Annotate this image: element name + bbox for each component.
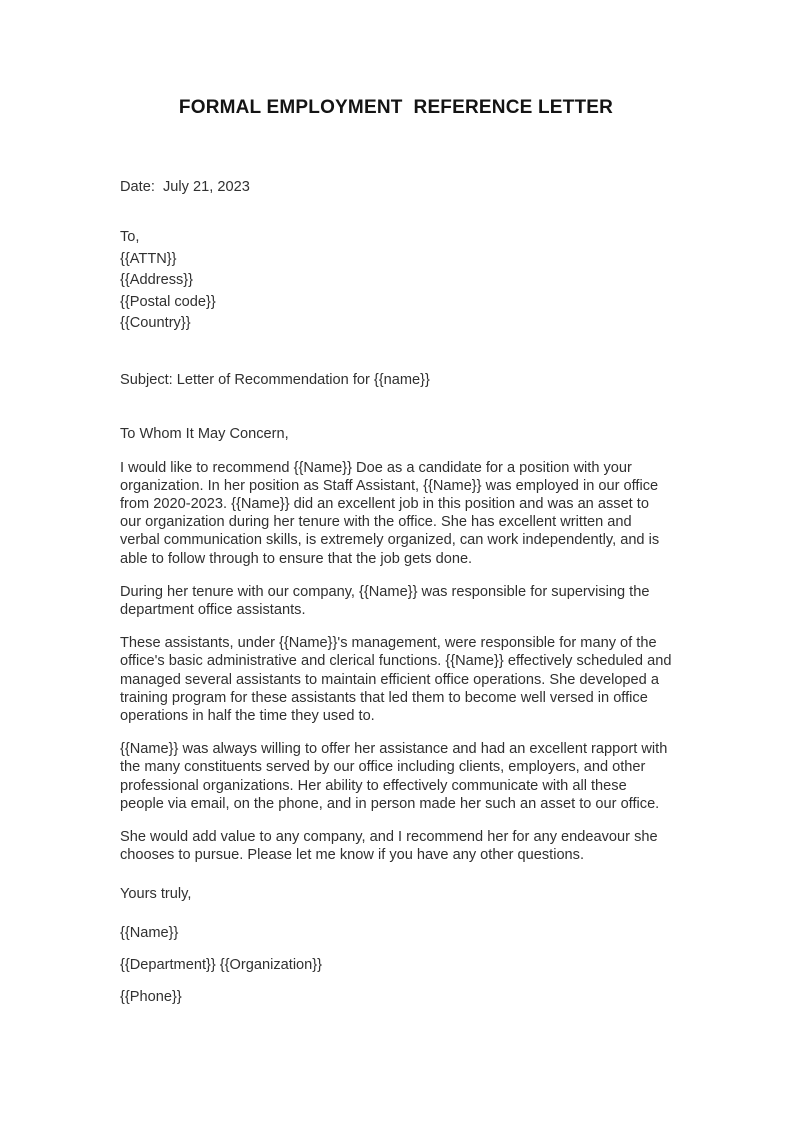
recipient-line-attn: {{ATTN}} — [120, 250, 177, 267]
recipient-block — [120, 227, 672, 335]
body-paragraph-1: I would like to recommend {{Name}} Doe as a candidate for a position with your organization. In her position as Staff Assistant, {{Name}} was employed in our office from 2020-2023. {{Name}} did an excellent job in this position and was an asset to our organization during her tenure with the office. She has excellent written and verbal communication skills, is extremely organized, can work independently, and is able to follow through to ensure that the job gets done. — [120, 459, 660, 567]
signature-phone: {{Phone}} — [120, 989, 182, 1006]
letter-title: FORMAL EMPLOYMENT REFERENCE LETTER — [178, 97, 614, 118]
recipient-line-postal-code: {{Postal code}} — [120, 293, 216, 310]
recipient-line-address: {{Address}} — [120, 272, 194, 288]
body-paragraph-4: {{Name}} was always willing to offer her assistance and had an excellent rapport with the many constituents served by our office including clients, employers, and other professional organizations. Her ability to effectively communicate with all these people via email, on the phone, and in person made her such an asset to our office. — [120, 741, 668, 812]
recipient-line-to: To, — [120, 229, 140, 245]
body-paragraph-2: During her tenure with our company, {{Name}} was responsible for supervising the department office assistants. — [120, 583, 650, 618]
subject-line: Subject: Letter of Recommendation for {{name}} — [120, 371, 430, 388]
recipient-line-country: {{Country}} — [120, 315, 191, 331]
body-paragraph-3: These assistants, under {{Name}}'s management, were responsible for many of the office's basic administrative and clerical functions. {{Name}} effectively scheduled and managed several assistants to maintain efficient office operations. She developed a training program for these assistants that led them to become well versed in office operations in half the time they used to. — [120, 635, 672, 724]
closing: Yours truly, — [120, 886, 192, 903]
salutation: To Whom It May Concern, — [120, 425, 289, 442]
body-paragraph-5: She would add value to any company, and I recommend her for any endeavour she chooses to pursue. Please let me know if you have any other questions. — [120, 828, 658, 864]
signature-name: {{Name}} — [120, 925, 179, 942]
date-line: Date: July 21, 2023 — [120, 179, 250, 195]
signature-department-organization: {{Department}} {{Organization}} — [120, 957, 323, 974]
